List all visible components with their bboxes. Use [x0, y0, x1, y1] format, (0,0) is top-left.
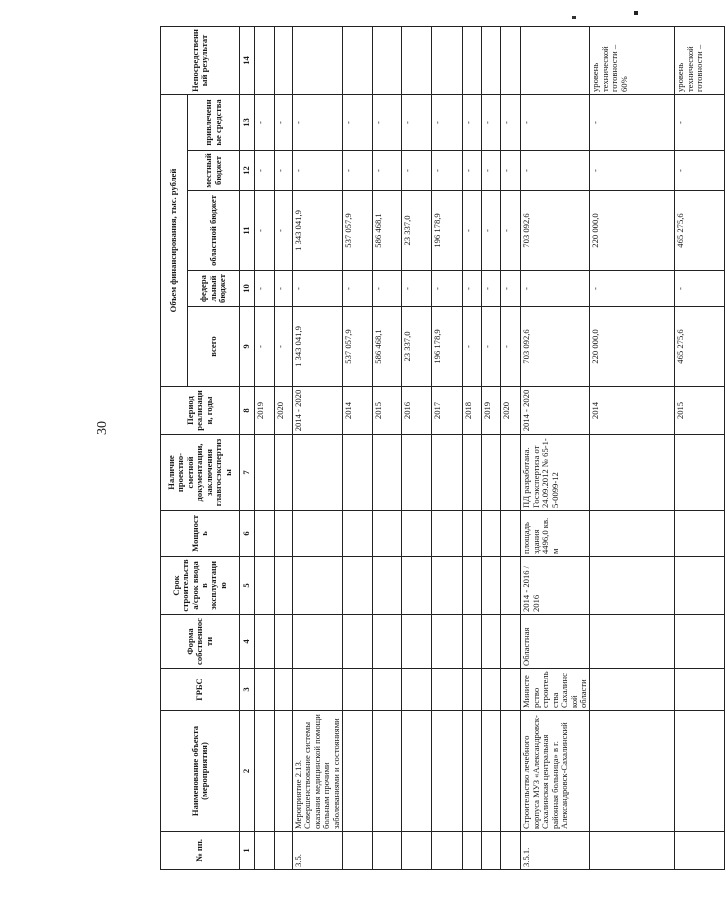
cell-regional: 220 000,0 [590, 191, 675, 271]
table-row [402, 27, 432, 870]
cell-period: 2014 [343, 387, 373, 435]
cell-grbs [402, 669, 432, 711]
cell-name [432, 711, 463, 832]
cell-regional: - [501, 191, 521, 271]
col-number: 8 [240, 387, 255, 435]
cell-regional: 1 343 041,9 [293, 191, 343, 271]
cell-grbs [343, 669, 373, 711]
cell-local: - [590, 151, 675, 191]
cell-result [255, 27, 275, 95]
cell-regional: 703 092,6 [521, 191, 590, 271]
cell-period: 2014 [590, 387, 675, 435]
cell-docs [463, 435, 482, 511]
cell-total: 703 092,6 [521, 307, 590, 387]
cell-regional: 537 057,9 [343, 191, 373, 271]
cell-federal: - [402, 271, 432, 307]
cell-local: - [432, 151, 463, 191]
col-number: 5 [240, 557, 255, 615]
cell-num: 3.5.1. [521, 832, 590, 870]
cell-attracted: - [343, 95, 373, 151]
cell-total: - [463, 307, 482, 387]
cell-capacity [255, 511, 275, 557]
cell-name [675, 711, 725, 832]
col-number: 6 [240, 511, 255, 557]
cell-name [275, 711, 293, 832]
cell-num [373, 832, 402, 870]
cell-total: 465 275,6 [675, 307, 725, 387]
cell-grbs [590, 669, 675, 711]
col-number: 4 [240, 615, 255, 669]
cell-total: 586 468,1 [373, 307, 402, 387]
col-number: 1 [240, 832, 255, 870]
table-row [521, 27, 590, 870]
cell-deadline [373, 557, 402, 615]
col-number: 10 [240, 271, 255, 307]
cell-capacity [482, 511, 501, 557]
cell-result [373, 27, 402, 95]
cell-docs [432, 435, 463, 511]
cell-capacity [373, 511, 402, 557]
cell-regional: 196 178,9 [432, 191, 463, 271]
cell-local: - [293, 151, 343, 191]
cell-capacity [432, 511, 463, 557]
cell-grbs [373, 669, 402, 711]
table-row [255, 27, 275, 870]
cell-name [402, 711, 432, 832]
cell-capacity [275, 511, 293, 557]
cell-name [343, 711, 373, 832]
col-number: 7 [240, 435, 255, 511]
cell-attracted: - [675, 95, 725, 151]
cell-result [463, 27, 482, 95]
cell-name: Строительство лечебного корпуса МУЗ «Александровск-Сахалинская центральная районная больница» в г. Александровск-Сахалинский [521, 711, 590, 832]
cell-capacity [501, 511, 521, 557]
cell-result [501, 27, 521, 95]
cell-ownership [343, 615, 373, 669]
header-regional: областной бюджет [188, 191, 240, 271]
cell-federal: - [432, 271, 463, 307]
cell-deadline [590, 557, 675, 615]
cell-result [275, 27, 293, 95]
cell-result [482, 27, 501, 95]
cell-capacity [590, 511, 675, 557]
cell-grbs [255, 669, 275, 711]
cell-docs [501, 435, 521, 511]
cell-deadline [482, 557, 501, 615]
cell-local: - [343, 151, 373, 191]
cell-deadline [675, 557, 725, 615]
cell-total: - [275, 307, 293, 387]
cell-regional: 586 468,1 [373, 191, 402, 271]
cell-federal: - [521, 271, 590, 307]
cell-period: 2018 [463, 387, 482, 435]
cell-num [432, 832, 463, 870]
cell-federal: - [675, 271, 725, 307]
cell-ownership [373, 615, 402, 669]
cell-docs [275, 435, 293, 511]
table-row [293, 27, 343, 870]
cell-capacity [463, 511, 482, 557]
cell-docs [293, 435, 343, 511]
cell-ownership [501, 615, 521, 669]
cell-docs [482, 435, 501, 511]
table-row [373, 27, 402, 870]
cell-ownership [463, 615, 482, 669]
header-federal: федеральный бюджет [188, 271, 240, 307]
cell-local: - [501, 151, 521, 191]
cell-name [590, 711, 675, 832]
cell-grbs [275, 669, 293, 711]
page-number: 30 [95, 421, 110, 435]
cell-period: 2020 [501, 387, 521, 435]
cell-capacity [293, 511, 343, 557]
cell-period: 2020 [275, 387, 293, 435]
col-number: 12 [240, 151, 255, 191]
cell-grbs [432, 669, 463, 711]
cell-docs [590, 435, 675, 511]
col-number: 13 [240, 95, 255, 151]
cell-period: 2019 [482, 387, 501, 435]
cell-deadline [293, 557, 343, 615]
table-row [482, 27, 501, 870]
table-row [675, 27, 725, 870]
table-row [463, 27, 482, 870]
cell-deadline: 2014 - 2016 / 2016 [521, 557, 590, 615]
cell-ownership: Областная [521, 615, 590, 669]
header-local: местный бюджет [188, 151, 240, 191]
cell-local: - [463, 151, 482, 191]
cell-attracted: - [463, 95, 482, 151]
cell-total: - [255, 307, 275, 387]
cell-regional: - [275, 191, 293, 271]
cell-period: 2014 - 2020 [293, 387, 343, 435]
header-num: № пп. [161, 832, 240, 870]
financing-table [160, 26, 725, 870]
header-total: всего [188, 307, 240, 387]
cell-capacity [675, 511, 725, 557]
cell-num [463, 832, 482, 870]
cell-regional: 465 275,6 [675, 191, 725, 271]
header-design-docs: Наличие проектно-сметной документации, заключения главгосэкспертизы [161, 435, 240, 511]
cell-ownership [255, 615, 275, 669]
header-deadline: Срок строительства/срок ввода в эксплуатацию [161, 557, 240, 615]
cell-total: 1 343 041,9 [293, 307, 343, 387]
table-row [432, 27, 463, 870]
cell-ownership [432, 615, 463, 669]
cell-attracted: - [293, 95, 343, 151]
header-attracted: привлеченные средства [188, 95, 240, 151]
cell-attracted: - [482, 95, 501, 151]
cell-name: Мероприятие 2.13. Совершенствование системы оказания медицинской помощи больным прочими заболеваниями и состояниями [293, 711, 343, 832]
cell-attracted: - [590, 95, 675, 151]
header-result: Непосредственный результат [161, 27, 240, 95]
cell-num [590, 832, 675, 870]
cell-capacity [402, 511, 432, 557]
table-row [590, 27, 675, 870]
cell-period: 2016 [402, 387, 432, 435]
col-number: 2 [240, 711, 255, 832]
cell-ownership [675, 615, 725, 669]
cell-result [343, 27, 373, 95]
column-number-row [240, 27, 255, 870]
cell-federal: - [482, 271, 501, 307]
scan-speck [634, 11, 638, 15]
cell-grbs [293, 669, 343, 711]
cell-name [463, 711, 482, 832]
col-number: 14 [240, 27, 255, 95]
cell-local: - [255, 151, 275, 191]
cell-grbs [482, 669, 501, 711]
cell-num: 3.5. [293, 832, 343, 870]
cell-name [501, 711, 521, 832]
cell-regional: - [255, 191, 275, 271]
cell-docs [343, 435, 373, 511]
cell-name [373, 711, 402, 832]
cell-result [521, 27, 590, 95]
cell-regional: 23 337,0 [402, 191, 432, 271]
cell-result [432, 27, 463, 95]
header-period: Период реализации, годы [161, 387, 240, 435]
cell-docs [373, 435, 402, 511]
cell-federal: - [373, 271, 402, 307]
cell-period: 2015 [373, 387, 402, 435]
cell-attracted: - [373, 95, 402, 151]
cell-federal: - [501, 271, 521, 307]
cell-federal: - [463, 271, 482, 307]
cell-local: - [482, 151, 501, 191]
cell-federal: - [275, 271, 293, 307]
cell-grbs [463, 669, 482, 711]
cell-period: 2019 [255, 387, 275, 435]
cell-attracted: - [521, 95, 590, 151]
cell-local: - [675, 151, 725, 191]
cell-period: 2015 [675, 387, 725, 435]
cell-deadline [275, 557, 293, 615]
cell-deadline [402, 557, 432, 615]
col-number: 3 [240, 669, 255, 711]
cell-grbs [675, 669, 725, 711]
header-name: Наименование объекта (мероприятия) [161, 711, 240, 832]
cell-num [343, 832, 373, 870]
cell-total: - [501, 307, 521, 387]
rotated-table-wrapper [160, 27, 705, 870]
cell-ownership [275, 615, 293, 669]
cell-name [482, 711, 501, 832]
cell-num [482, 832, 501, 870]
cell-total: 23 337,0 [402, 307, 432, 387]
cell-num [402, 832, 432, 870]
cell-regional: - [482, 191, 501, 271]
cell-name [255, 711, 275, 832]
cell-deadline [343, 557, 373, 615]
cell-docs [402, 435, 432, 511]
cell-attracted: - [402, 95, 432, 151]
cell-docs: ПД разработана. Госэкспертиза от 24.09.2012 № 65-1-5-0099-12 [521, 435, 590, 511]
cell-capacity: площадь здания 4496,0 кв. м [521, 511, 590, 557]
cell-local: - [402, 151, 432, 191]
cell-total: - [482, 307, 501, 387]
cell-result [293, 27, 343, 95]
cell-ownership [590, 615, 675, 669]
cell-ownership [293, 615, 343, 669]
cell-num [255, 832, 275, 870]
cell-grbs [501, 669, 521, 711]
cell-federal: - [590, 271, 675, 307]
cell-num [275, 832, 293, 870]
header-capacity: Мощность [161, 511, 240, 557]
table-row [275, 27, 293, 870]
cell-attracted: - [432, 95, 463, 151]
cell-period: 2017 [432, 387, 463, 435]
cell-ownership [402, 615, 432, 669]
cell-result: уровень технической готовности – 60% [590, 27, 675, 95]
cell-num [675, 832, 725, 870]
col-number: 11 [240, 191, 255, 271]
cell-period: 2014 - 2020 [521, 387, 590, 435]
table-row [501, 27, 521, 870]
cell-attracted: - [255, 95, 275, 151]
cell-federal: - [255, 271, 275, 307]
header-ownership: Форма собственности [161, 615, 240, 669]
scan-speck [572, 16, 576, 19]
cell-local: - [373, 151, 402, 191]
header-funding-group: Объем финансирования, тыс. рублей [161, 95, 188, 387]
cell-total: 537 057,9 [343, 307, 373, 387]
cell-result [402, 27, 432, 95]
cell-docs [675, 435, 725, 511]
cell-docs [255, 435, 275, 511]
cell-regional: - [463, 191, 482, 271]
cell-attracted: - [275, 95, 293, 151]
cell-deadline [463, 557, 482, 615]
cell-local: - [275, 151, 293, 191]
cell-result: уровень технической готовности – [675, 27, 725, 95]
cell-total: 220 000,0 [590, 307, 675, 387]
cell-local: - [521, 151, 590, 191]
cell-capacity [343, 511, 373, 557]
cell-num [501, 832, 521, 870]
cell-federal: - [293, 271, 343, 307]
cell-total: 196 178,9 [432, 307, 463, 387]
cell-grbs: Министерство строительства Сахалинской области [521, 669, 590, 711]
cell-deadline [255, 557, 275, 615]
cell-deadline [501, 557, 521, 615]
cell-attracted: - [501, 95, 521, 151]
cell-deadline [432, 557, 463, 615]
table-row [343, 27, 373, 870]
cell-federal: - [343, 271, 373, 307]
cell-ownership [482, 615, 501, 669]
header-grbs: ГРБС [161, 669, 240, 711]
col-number: 9 [240, 307, 255, 387]
